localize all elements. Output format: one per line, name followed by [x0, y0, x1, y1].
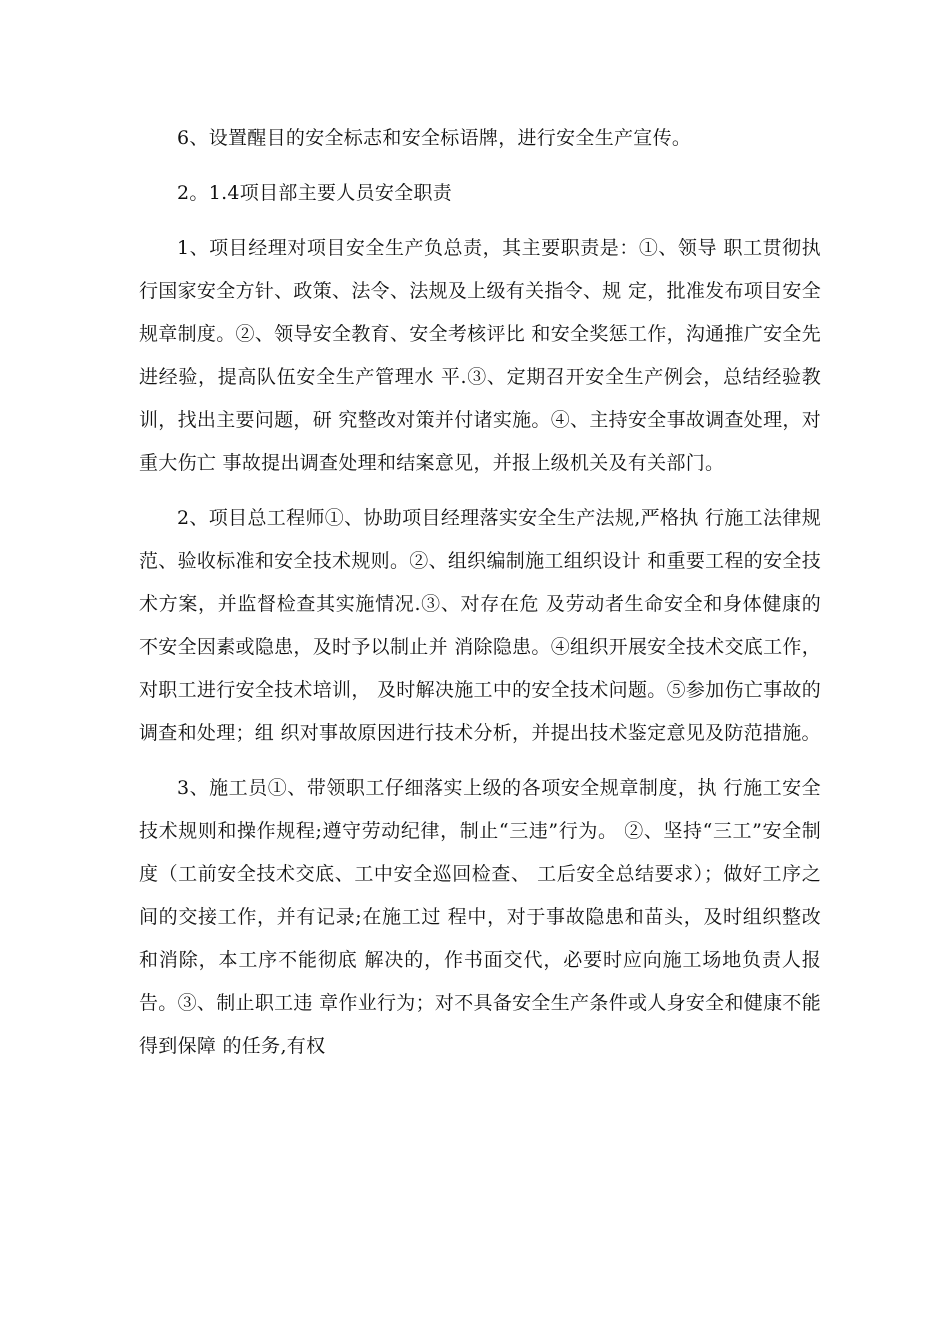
paragraph-safety-signs: 6、设置醒目的安全标志和安全标语牌，进行安全生产宣传。: [177, 127, 692, 149]
document-body: [139, 117, 821, 1068]
section-heading: 2。1.4项目部主要人员安全职责: [177, 182, 453, 204]
paragraph-construction-worker: 3、施工员①、带领职工仔细落实上级的各项安全规章制度，执 行施工安全技术规则和操作规程;遵守劳动纪律，制止“三违”行为。 ②、坚持“三工”安全制度（工前安全技术交底、工中安全巡回检查、 工后安全总结要求）；做好工序之间的交接工作，并有记录;在施工过 程中，对于事故隐患和苗头，及时组织整改和消除，本工序不能彻底 解决的，作书面交代，必要时应向施工场地负责人报告。③、制止职工违 章作业行为；对不具备安全生产条件或人身安全和健康不能得到保障 的任务,有权: [139, 777, 821, 1057]
paragraph-chief-engineer: 2、项目总工程师①、协助项目经理落实安全生产法规,严格执 行施工法律规范、验收标准和安全技术规则。②、组织编制施工组织设计 和重要工程的安全技术方案，并监督检查其实施情况.③、对存在危 及劳动者生命安全和身体健康的不安全因素或隐患，及时予以制止并 消除隐患。④组织开展安全技术交底工作，对职工进行安全技术培训， 及时解决施工中的安全技术问题。⑤参加伤亡事故的调查和处理；组 织对事故原因进行技术分析，并提出技术鉴定意见及防范措施。: [139, 507, 821, 744]
paragraph-project-manager: 1、项目经理对项目安全生产负总责，其主要职责是：①、领导 职工贯彻执行国家安全方针、政策、法令、法规及上级有关指令、规 定，批准发布项目安全规章制度。②、领导安全教育、安全考核评比 和安全奖惩工作，沟通推广安全先进经验，提高队伍安全生产管理水 平.③、定期召开安全生产例会，总结经验教训，找出主要问题，研 究整改对策并付诸实施。④、主持安全事故调查处理，对重大伤亡 事故提出调查处理和结案意见，并报上级机关及有关部门。: [139, 237, 821, 474]
